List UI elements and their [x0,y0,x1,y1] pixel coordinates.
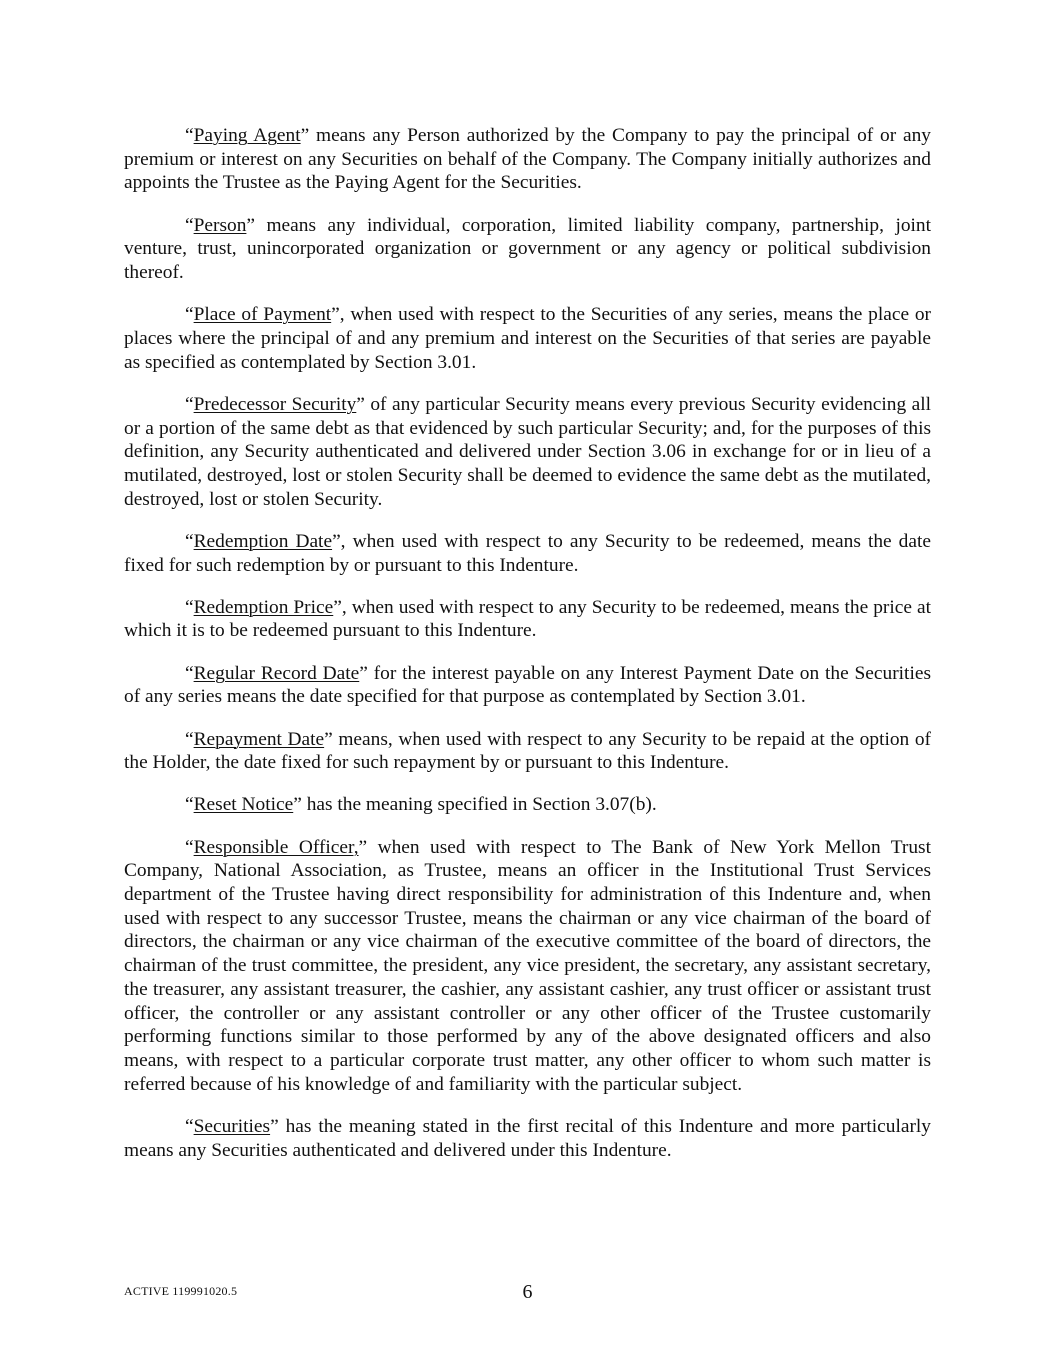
definition-text: ” has the meaning specified in Section 3.07(b). [293,794,657,816]
open-quote: “ [185,530,194,552]
definition-text: ”, when used with respect to any Security to be redeemed, means the date fixed for such redemption by or pursuant to this Indenture. [124,530,931,576]
defined-term: Reset Notice [193,794,294,816]
definition-paying-agent [124,124,931,195]
definition-redemption-date [124,530,931,577]
definition-text: ” for the interest payable on any Interest Payment Date on the Securities of any series means the date specified for that purpose as contemplated by Section 3.01. [124,662,931,708]
definition-text: ” has the meaning stated in the first recital of this Indenture and more particularly means any Securities authenticated and delivered under this Indenture. [124,1115,931,1161]
defined-term: Repayment Date [193,728,325,750]
open-quote: “ [185,1115,194,1137]
open-quote: “ [185,662,194,684]
open-quote: “ [185,214,194,236]
page-number: 6 [522,1281,533,1303]
definition-reset-notice [124,793,931,817]
open-quote: “ [185,304,194,326]
open-quote: “ [185,596,194,618]
definition-text: ”, when used with respect to any Security to be redeemed, means the price at which it is to be redeemed pursuant to this Indenture. [124,596,931,642]
definition-predecessor-security [124,393,931,512]
definition-text: ” means any individual, corporation, limited liability company, partnership, joint venture, trust, unincorporated organization or government or any agency or political subdivision thereof. [124,214,931,284]
defined-term: Securities [193,1115,271,1137]
definition-text: ” means any Person authorized by the Company to pay the principal of or any premium or interest on any Securities on behalf of the Company. The Company initially authorizes and appoints the Trustee as the Paying Agent for the Securities. [124,125,931,194]
definition-repayment-date [124,728,931,775]
definition-securities [124,1115,931,1162]
definition-text: ”, when used with respect to the Securities of any series, means the place or places where the principal of and any premium and interest on the Securities of that series are payable as specified as contemplated by Section 3.01. [124,304,931,373]
defined-term: Predecessor Security [193,393,357,415]
definition-person [124,214,931,285]
definitions-section [124,124,931,1181]
open-quote: “ [185,836,194,858]
definition-text: ” of any particular Security means every previous Security evidencing all or a portion of the same debt as that evidenced by such particular Security; and, for the purposes of this definition, any Security authenticated and delivered under Section 3.06 in exchange for or in lieu of a mutilated, destroyed, lost or stolen Security shall be deemed to evidence the same debt as the mutilated, destroyed, lost or stolen Security. [124,393,931,510]
definition-text: ” when used with respect to The Bank of New York Mellon Trust Company, National Association, as Trustee, means an officer in the Institutional Trust Services department of the Trustee having direct responsibility for administration of this Indenture and, when used with respect to any successor Trustee, means the chairman or any vice chairman of the board of directors, the chairman or any vice chairman of the executive committee of the board of directors, the chairman of the trust committee, the president, any vice president, the secretary, any assistant secretary, the treasurer, any assistant treasurer, the cashier, any assistant cashier, any trust officer or assistant trust officer, the controller or any assistant controller or any other officer of the Trustee customarily performing functions similar to those performed by any of the above designated officers and also means, with respect to a particular corporate trust matter, any other officer to whom such matter is referred because of his knowledge of and familiarity with the particular subject. [124,836,931,1095]
defined-term: Person [193,214,247,236]
definition-redemption-price [124,596,931,643]
defined-term: Regular Record Date [193,662,360,684]
defined-term: Paying Agent [193,125,301,146]
defined-term: Place of Payment [193,304,332,326]
document-id: ACTIVE 119991020.5 [124,1284,238,1298]
open-quote: “ [185,728,194,750]
definition-place-of-payment [124,303,931,374]
definition-regular-record-date [124,662,931,709]
open-quote: “ [185,393,194,415]
definition-text: ” means, when used with respect to any Security to be repaid at the option of the Holder, the date fixed for such repayment by or pursuant to this Indenture. [124,728,931,774]
open-quote: “ [185,794,194,816]
defined-term: Redemption Price [193,596,334,618]
defined-term: Responsible Officer, [193,836,359,858]
open-quote: “ [185,125,194,146]
definition-responsible-officer [124,836,931,1097]
defined-term: Redemption Date [193,530,333,552]
